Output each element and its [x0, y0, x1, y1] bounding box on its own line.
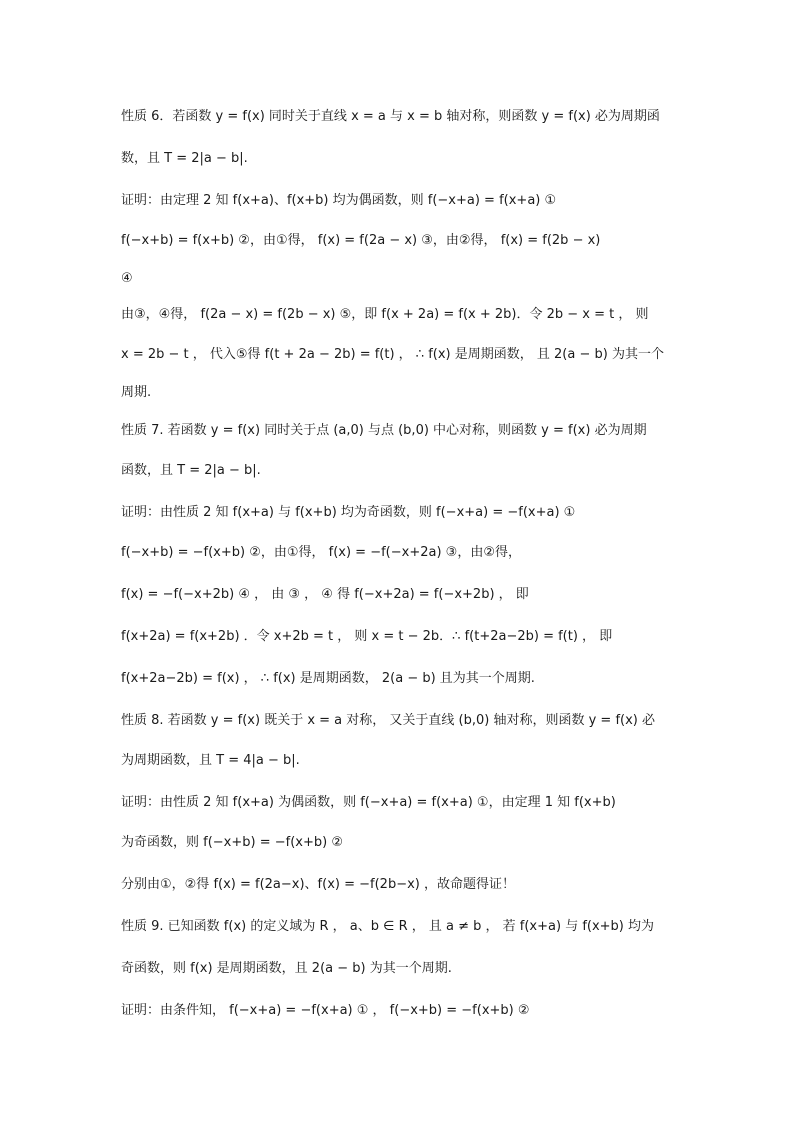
property-6-statement-cont: 数，且 T = 2|a − b|.: [121, 151, 248, 166]
proof-6-line-3: ④: [121, 271, 133, 286]
proof-6-line-5: x = 2b − t ， 代入⑤得 f(t + 2a − 2b) = f(t) ， ∴ f(x) 是周期函数， 且 2(a − b) 为其一个: [121, 347, 664, 362]
property-9-statement-cont: 奇函数，则 f(x) 是周期函数，且 2(a − b) 为其一个周期.: [121, 961, 452, 976]
proof-8-line-3: 分别由①，②得 f(x) = f(2a−x)、f(x) = −f(2b−x) ，故命题得证！: [121, 877, 515, 892]
proof-8-line-1: 证明：由性质 2 知 f(x+a) 为偶函数，则 f(−x+a) = f(x+a) ①，由定理 1 知 f(x+b): [121, 795, 616, 810]
property-8-statement-cont: 为周期函数，且 T = 4|a − b|.: [121, 753, 300, 768]
proof-6-line-2: f(−x+b) = f(x+b) ②，由①得， f(x) = f(2a − x) ③，由②得， f(x) = f(2b − x): [121, 233, 601, 248]
proof-6-line-6: 周期.: [121, 385, 152, 400]
proof-7-line-1: 证明：由性质 2 知 f(x+a) 与 f(x+b) 均为奇函数，则 f(−x+a) = −f(x+a) ①: [121, 505, 576, 520]
property-9-statement: 性质 9. 已知函数 f(x) 的定义域为 R ， a、b ∈ R ， 且 a ≠ b ， 若 f(x+a) 与 f(x+b) 均为: [121, 919, 655, 934]
proof-7-line-4: f(x+2a) = f(x+2b) ．令 x+2b = t ， 则 x = t − 2b．∴ f(t+2a−2b) = f(t) ， 即: [121, 629, 613, 644]
proof-7-line-5: f(x+2a−2b) = f(x) ， ∴ f(x) 是周期函数， 2(a − b) 且为其一个周期.: [121, 671, 535, 686]
proof-9-line-1: 证明：由条件知， f(−x+a) = −f(x+a) ① ， f(−x+b) = −f(x+b) ②: [121, 1003, 530, 1018]
property-7-statement-cont: 函数，且 T = 2|a − b|.: [121, 463, 261, 478]
proof-7-line-3: f(x) = −f(−x+2b) ④ ， 由 ③ ， ④ 得 f(−x+2a) = f(−x+2b) ， 即: [121, 587, 529, 602]
property-8-statement: 性质 8. 若函数 y = f(x) 既关于 x = a 对称， 又关于直线 (b,0) 轴对称，则函数 y = f(x) 必: [121, 713, 656, 728]
proof-8-line-2: 为奇函数，则 f(−x+b) = −f(x+b) ②: [121, 835, 343, 850]
property-6-statement: 性质 6．若函数 y = f(x) 同时关于直线 x = a 与 x = b 轴对称，则函数 y = f(x) 必为周期函: [121, 109, 660, 124]
proof-6-line-1: 证明：由定理 2 知 f(x+a)、f(x+b) 均为偶函数，则 f(−x+a) = f(x+a) ①: [121, 193, 557, 208]
property-7-statement: 性质 7. 若函数 y = f(x) 同时关于点 (a,0) 与点 (b,0) 中心对称，则函数 y = f(x) 必为周期: [121, 423, 647, 438]
proof-6-line-4: 由③，④得， f(2a − x) = f(2b − x) ⑤，即 f(x + 2a) = f(x + 2b)．令 2b − x = t ， 则: [121, 307, 649, 322]
proof-7-line-2: f(−x+b) = −f(x+b) ②，由①得， f(x) = −f(−x+2a) ③，由②得，: [121, 545, 521, 560]
